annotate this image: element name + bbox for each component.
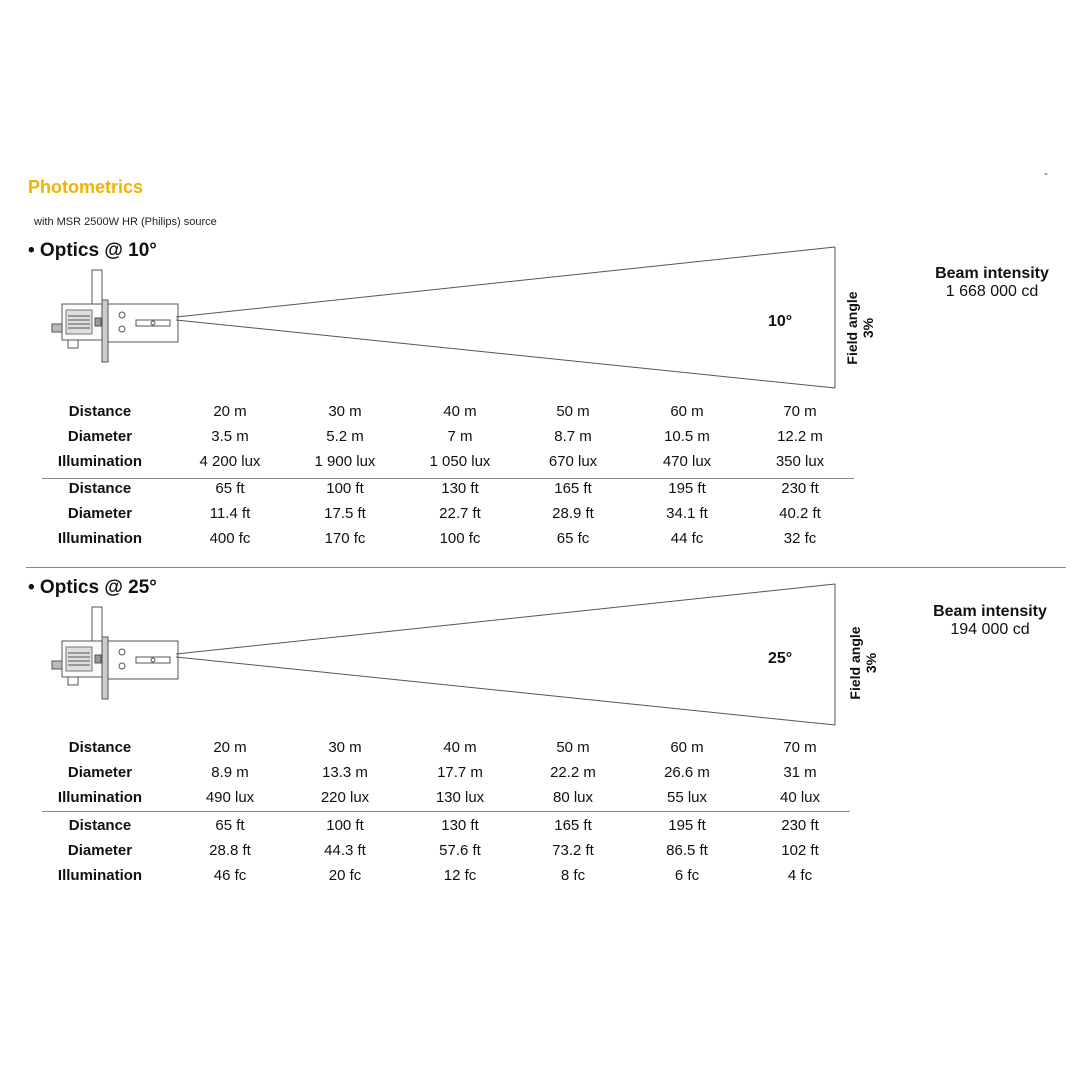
table-cell: 40 m [443,739,477,756]
luminaire-icon [52,270,178,362]
table-cell: 40 m [443,403,477,420]
table-cell: 100 ft [326,480,364,497]
optics-heading: • Optics @ 10° [28,240,157,261]
row-label: Distance [68,480,132,497]
table-cell: 100 fc [439,530,481,547]
table-cell: 8.7 m [554,428,592,445]
optics-section-10 [0,240,1080,570]
table-row [40,453,860,478]
table-row [40,480,860,505]
beam-intensity-label: Beam intensity [933,603,1047,620]
beam-intensity-value: 1 668 000 cd [945,283,1039,300]
row-label: Distance [68,403,132,420]
table-cell: 8.9 m [211,764,249,781]
metric-table [40,739,860,814]
table-cell: 30 m [328,403,362,420]
table-cell: 50 m [556,739,590,756]
luminaire-icon [52,607,178,699]
table-cell: 1 050 lux [429,453,491,470]
row-label: Diameter [67,764,133,781]
table-row [40,505,860,530]
table-cell: 70 m [783,739,817,756]
row-label: Illumination [57,453,143,470]
table-cell: 34.1 ft [666,505,708,522]
field-angle-label [844,273,876,383]
table-cell: 50 m [556,403,590,420]
table-cell: 490 lux [205,789,255,806]
table-cell: 40.2 ft [779,505,821,522]
table-divider [42,478,854,479]
table-cell: 73.2 ft [552,842,594,859]
table-cell: 1 900 lux [314,453,376,470]
beam-intensity-label: Beam intensity [935,265,1049,282]
section-divider [26,567,1066,568]
table-cell: 22.2 m [550,764,596,781]
table-row [40,867,860,892]
field-angle-label [847,608,879,718]
row-label: Diameter [67,505,133,522]
page-title: Photometrics [28,177,144,197]
table-cell: 20 m [213,403,247,420]
imperial-table [40,480,860,555]
table-row [40,530,860,555]
table-row [40,403,860,428]
table-row [40,739,860,764]
page-subtitle: with MSR 2500W HR (Philips) source [34,216,217,228]
table-cell: 80 lux [552,789,594,806]
table-cell: 100 ft [326,817,364,834]
metric-table [40,403,860,478]
table-cell: 26.6 m [664,764,710,781]
table-cell: 350 lux [775,453,825,470]
row-label: Illumination [57,530,143,547]
table-cell: 130 ft [441,817,479,834]
field-angle-text: Field angle [844,291,860,365]
table-cell: 46 fc [213,867,247,884]
table-cell: 40 lux [779,789,821,806]
table-cell: 60 m [670,739,704,756]
field-angle-percent: 3% [860,317,876,339]
table-cell: 32 fc [783,530,817,547]
beam-cone [176,247,835,388]
table-cell: 102 ft [781,842,819,859]
beam-intensity [912,265,1072,301]
row-label: Diameter [67,428,133,445]
row-label: Diameter [67,842,133,859]
table-row [40,428,860,453]
row-label: Distance [68,739,132,756]
table-cell: 3.5 m [211,428,249,445]
table-cell: 670 lux [548,453,598,470]
table-cell: 65 ft [215,480,245,497]
table-cell: 70 m [783,403,817,420]
table-cell: 12 fc [443,867,477,884]
table-row [40,817,860,842]
table-cell: 86.5 ft [666,842,708,859]
table-cell: 60 m [670,403,704,420]
table-cell: 8 fc [560,867,586,884]
table-cell: 7 m [447,428,473,445]
table-cell: 6 fc [674,867,700,884]
table-cell: 11.4 ft [209,505,251,522]
corner-mark: - [1044,166,1048,180]
table-cell: 22.7 ft [439,505,481,522]
optics-heading: • Optics @ 25° [28,577,157,598]
table-cell: 400 fc [209,530,251,547]
table-cell: 28.9 ft [552,505,594,522]
beam-cone [176,584,835,725]
table-cell: 44 fc [670,530,704,547]
luminaire-beam-diagram [0,240,1080,400]
table-divider [42,811,850,812]
table-cell: 65 fc [556,530,590,547]
beam-angle-label: 10° [768,313,793,330]
table-cell: 28.8 ft [209,842,251,859]
table-cell: 220 lux [320,789,370,806]
table-cell: 31 m [783,764,817,781]
table-cell: 57.6 ft [439,842,481,859]
table-cell: 165 ft [554,817,592,834]
table-cell: 5.2 m [326,428,364,445]
table-cell: 20 fc [328,867,362,884]
table-cell: 12.2 m [777,428,823,445]
row-label: Illumination [57,789,143,806]
table-cell: 130 ft [441,480,479,497]
beam-angle-label: 25° [768,650,793,667]
table-cell: 17.7 m [437,764,483,781]
row-label: Illumination [57,867,143,884]
table-cell: 195 ft [668,817,706,834]
table-cell: 10.5 m [664,428,710,445]
table-cell: 13.3 m [322,764,368,781]
table-cell: 44.3 ft [324,842,366,859]
field-angle-text: Field angle [847,626,863,700]
table-cell: 230 ft [781,480,819,497]
table-cell: 470 lux [662,453,712,470]
table-cell: 165 ft [554,480,592,497]
optics-section-25 [0,577,1080,907]
table-cell: 170 fc [324,530,366,547]
table-cell: 130 lux [435,789,485,806]
row-label: Distance [68,817,132,834]
table-cell: 30 m [328,739,362,756]
beam-intensity [910,603,1070,639]
luminaire-beam-diagram [0,577,1080,737]
table-row [40,764,860,789]
table-cell: 4 fc [787,867,813,884]
imperial-table [40,817,860,892]
table-cell: 4 200 lux [199,453,261,470]
table-cell: 55 lux [666,789,708,806]
field-angle-percent: 3% [863,652,879,674]
table-cell: 65 ft [215,817,245,834]
beam-intensity-value: 194 000 cd [950,621,1030,638]
table-cell: 230 ft [781,817,819,834]
table-cell: 195 ft [668,480,706,497]
table-cell: 17.5 ft [324,505,366,522]
table-cell: 20 m [213,739,247,756]
table-row [40,842,860,867]
